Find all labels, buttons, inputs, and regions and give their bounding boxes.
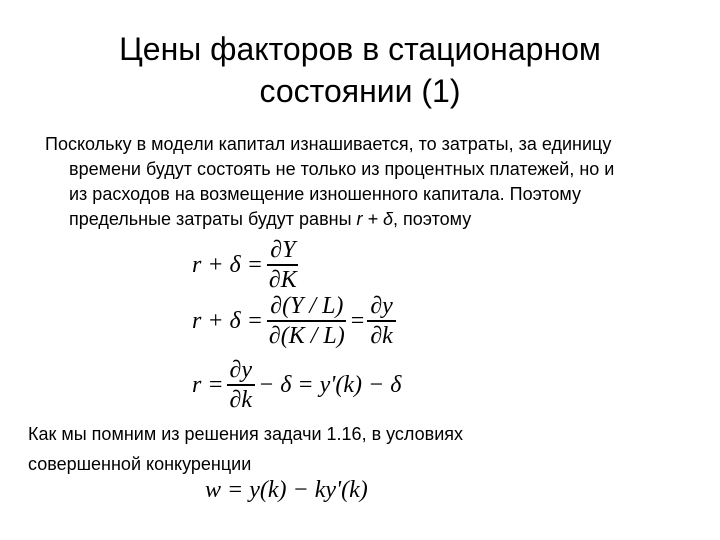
formula1-numerator: ∂Y [267, 236, 298, 266]
paragraph-line-3: из расходов на возмещение изношенного капитала. Поэтому [69, 184, 582, 204]
formula2-fraction-2 [367, 292, 396, 350]
formula1-fraction [266, 236, 300, 294]
slide-title [40, 28, 680, 112]
conclusion-line-2: совершенной конкуренции [28, 454, 252, 474]
formula-marginal-product-capital [192, 236, 303, 294]
formula2-numerator: ∂(Y / L) [267, 292, 346, 322]
paragraph-line-4 [45, 207, 695, 232]
formula1-denominator: ∂K [268, 267, 297, 293]
conclusion-line-1: Как мы помним из решения задачи 1.16, в условиях [28, 424, 464, 444]
title-line-1: Цены факторов в стационарном [119, 31, 601, 67]
conclusion-paragraph [28, 419, 628, 479]
formula2-denominator: ∂(K / L) [268, 323, 345, 349]
formula2-numerator-2: ∂y [367, 292, 396, 322]
paragraph-line-1: Поскольку в модели капитал изнашивается, то затраты, за единицу [45, 134, 612, 154]
paragraph-line-4-end: , поэтому [393, 209, 472, 229]
paragraph-line-4-start: предельные затраты будут равны [69, 209, 357, 229]
formula3-rhs: − δ = y'(k) − δ [258, 371, 402, 398]
formula2-lhs: r + δ = [192, 307, 263, 334]
inline-math-r-plus-delta: r + δ [356, 209, 394, 229]
formula3-lhs: r = [192, 371, 224, 398]
formula3-fraction [227, 356, 256, 414]
formula2-denominator-2: ∂k [370, 323, 393, 349]
formula2-equals: = [350, 307, 365, 334]
formula2-fraction-1 [266, 292, 348, 350]
intro-paragraph [45, 132, 695, 232]
formula1-lhs: r + δ = [192, 251, 263, 278]
formula-per-capita [192, 292, 399, 350]
paragraph-line-2: времени будут состоять не только из процентных платежей, но и [69, 159, 615, 179]
formula-wage [205, 477, 368, 504]
title-line-2: состоянии (1) [259, 73, 461, 109]
formula4-text: w = y(k) − ky'(k) [205, 477, 368, 503]
formula-interest-rate [192, 356, 401, 414]
formula3-numerator: ∂y [227, 356, 256, 386]
formula3-denominator: ∂k [229, 387, 253, 413]
